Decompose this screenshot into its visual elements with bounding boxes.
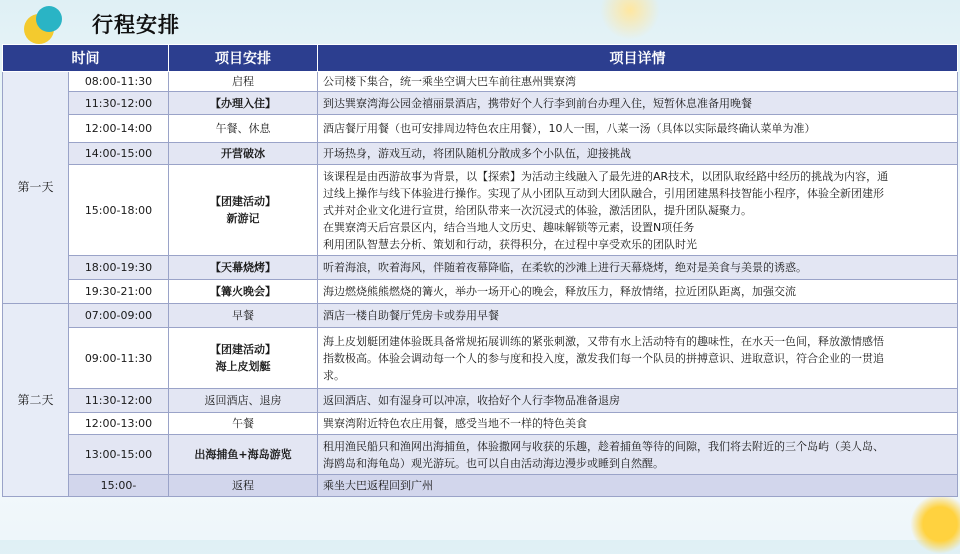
detail-line: 海上皮划艇团建体验既具备常规拓展训练的紧张刺激，又带有水上活动特有的趣味性，在水天一色间，释放激情感悟 <box>323 334 884 348</box>
table-row <box>3 328 958 389</box>
detail-cell <box>318 72 958 92</box>
detail-line: 乘坐大巴返程回到广州 <box>323 479 433 492</box>
schedule-body <box>3 72 958 497</box>
detail-line: 利用团队智慧去分析、策划和行动，获得积分，在过程中享受欢乐的团队时光 <box>323 237 697 251</box>
detail-line: 过线上操作与线下体验进行操作。实现了从小团队互动到大团队融合，引用团建黑科技智能小程序，体验全新团建形 <box>323 186 884 200</box>
item-line: 午餐、休息 <box>215 122 271 135</box>
time-cell: 07:00-09:00 <box>69 304 169 328</box>
item-line: 开营破冰 <box>221 147 265 160</box>
time-cell: 08:00-11:30 <box>69 72 169 92</box>
time-cell: 09:00-11:30 <box>69 328 169 389</box>
item-cell <box>169 413 318 435</box>
detail-line: 到达巽寮湾海公园金禧丽景酒店，携带好个人行李到前台办理入住，短暂休息准备用晚餐 <box>323 96 752 110</box>
time-cell: 15:00- <box>69 475 169 497</box>
item-line: 【天幕烧烤】 <box>210 261 276 274</box>
detail-cell <box>318 256 958 280</box>
time-cell: 15:00-18:00 <box>69 165 169 256</box>
detail-cell <box>318 143 958 165</box>
detail-line: 公司楼下集合，统一乘坐空调大巴车前往惠州巽寮湾 <box>323 75 576 88</box>
item-cell <box>169 328 318 389</box>
detail-cell <box>318 389 958 413</box>
item-cell <box>169 115 318 143</box>
time-cell: 11:30-12:00 <box>69 92 169 115</box>
table-row <box>3 304 958 328</box>
decor-glow-bottom <box>910 494 960 554</box>
table-row <box>3 413 958 435</box>
table-row <box>3 72 958 92</box>
schedule-table <box>2 44 958 497</box>
item-line: 启程 <box>232 75 254 88</box>
detail-cell <box>318 165 958 256</box>
detail-cell <box>318 328 958 389</box>
table-row <box>3 92 958 115</box>
item-cell <box>169 389 318 413</box>
detail-line: 酒店餐厅用餐（也可安排周边特色农庄用餐），10人一围，八菜一汤（具体以实际最终确认菜单为准） <box>323 122 816 135</box>
item-cell <box>169 72 318 92</box>
time-cell: 14:00-15:00 <box>69 143 169 165</box>
detail-line: 指数极高。体验会调动每一个人的参与度和投入度，激发我们每一个队员的拼搏意识、进取意识，符合企业的一贯追 <box>323 351 884 365</box>
day-label: 第二天 <box>3 304 69 497</box>
time-cell: 18:00-19:30 <box>69 256 169 280</box>
table-row <box>3 256 958 280</box>
detail-cell <box>318 92 958 115</box>
item-line: 午餐 <box>232 417 254 430</box>
detail-line: 海鸥岛和海龟岛）观光游玩。也可以自由活动海边漫步或睡到自然醒。 <box>323 456 664 470</box>
item-line: 早餐 <box>232 309 254 322</box>
detail-line: 式并对企业文化进行宣贯，给团队带来一次沉浸式的体验，激活团队，提升团队凝聚力。 <box>323 203 752 217</box>
item-line: 出海捕鱼+海岛游览 <box>194 448 292 461</box>
detail-line: 开场热身，游戏互动，将团队随机分散成多个小队伍，迎接挑战 <box>323 147 631 160</box>
item-line: 返程 <box>232 479 254 492</box>
table-row <box>3 143 958 165</box>
decor-glow <box>600 0 660 40</box>
table-row <box>3 280 958 304</box>
detail-line: 在巽寮湾天后宫景区内，结合当地人文历史、趣味解锁等元素，设置N项任务 <box>323 220 695 234</box>
item-line: 【团建活动】 <box>210 195 276 208</box>
item-line: 【团建活动】 <box>210 343 276 356</box>
detail-line: 酒店一楼自助餐厅凭房卡或券用早餐 <box>323 309 499 322</box>
item-cell <box>169 165 318 256</box>
item-cell <box>169 143 318 165</box>
item-cell <box>169 256 318 280</box>
header-item: 项目安排 <box>169 45 318 72</box>
table-row <box>3 389 958 413</box>
detail-line: 该课程是由西游故事为背景，以【探索】为活动主线融入了最先进的AR技术，以团队取经路中经历的挑战为内容，通 <box>323 169 889 183</box>
page-title: 行程安排 <box>92 13 180 37</box>
detail-line: 听着海浪，吹着海风，伴随着夜幕降临，在柔软的沙滩上进行天幕烧烤，绝对是美食与美景的诱惑。 <box>323 261 807 274</box>
item-cell <box>169 304 318 328</box>
table-row <box>3 115 958 143</box>
detail-line: 租用渔民船只和渔网出海捕鱼，体验撒网与收获的乐趣，趁着捕鱼等待的间隙，我们将去附近的三个岛屿（美人岛、 <box>323 439 884 453</box>
detail-line: 求。 <box>323 368 345 382</box>
detail-line: 海边燃烧熊熊燃烧的篝火，举办一场开心的晚会，释放压力，释放情绪，拉近团队距离，加强交流 <box>323 285 796 298</box>
item-cell <box>169 435 318 475</box>
table-row <box>3 165 958 256</box>
item-cell <box>169 280 318 304</box>
time-cell: 13:00-15:00 <box>69 435 169 475</box>
item-cell <box>169 92 318 115</box>
detail-cell <box>318 435 958 475</box>
header-row <box>3 45 958 72</box>
time-cell: 19:30-21:00 <box>69 280 169 304</box>
table-row <box>3 435 958 475</box>
item-line: 新游记 <box>226 212 260 225</box>
header-time: 时间 <box>3 45 169 72</box>
decor-circle-teal <box>36 6 62 32</box>
detail-cell <box>318 115 958 143</box>
detail-cell <box>318 280 958 304</box>
time-cell: 12:00-13:00 <box>69 413 169 435</box>
time-cell: 11:30-12:00 <box>69 389 169 413</box>
detail-line: 返回酒店、如有湿身可以冲凉，收拾好个人行李物品准备退房 <box>323 394 620 407</box>
day-label: 第一天 <box>3 72 69 304</box>
item-line: 返回酒店、退房 <box>204 394 282 407</box>
header-detail: 项目详情 <box>318 45 958 72</box>
time-cell: 12:00-14:00 <box>69 115 169 143</box>
detail-cell <box>318 413 958 435</box>
item-line: 【篝火晚会】 <box>210 285 276 298</box>
detail-line: 巽寮湾附近特色农庄用餐，感受当地不一样的特色美食 <box>323 417 587 430</box>
item-cell <box>169 475 318 497</box>
table-row <box>3 475 958 497</box>
detail-cell <box>318 304 958 328</box>
detail-cell <box>318 475 958 497</box>
item-line: 海上皮划艇 <box>215 360 271 373</box>
item-line: 【办理入住】 <box>210 96 276 110</box>
